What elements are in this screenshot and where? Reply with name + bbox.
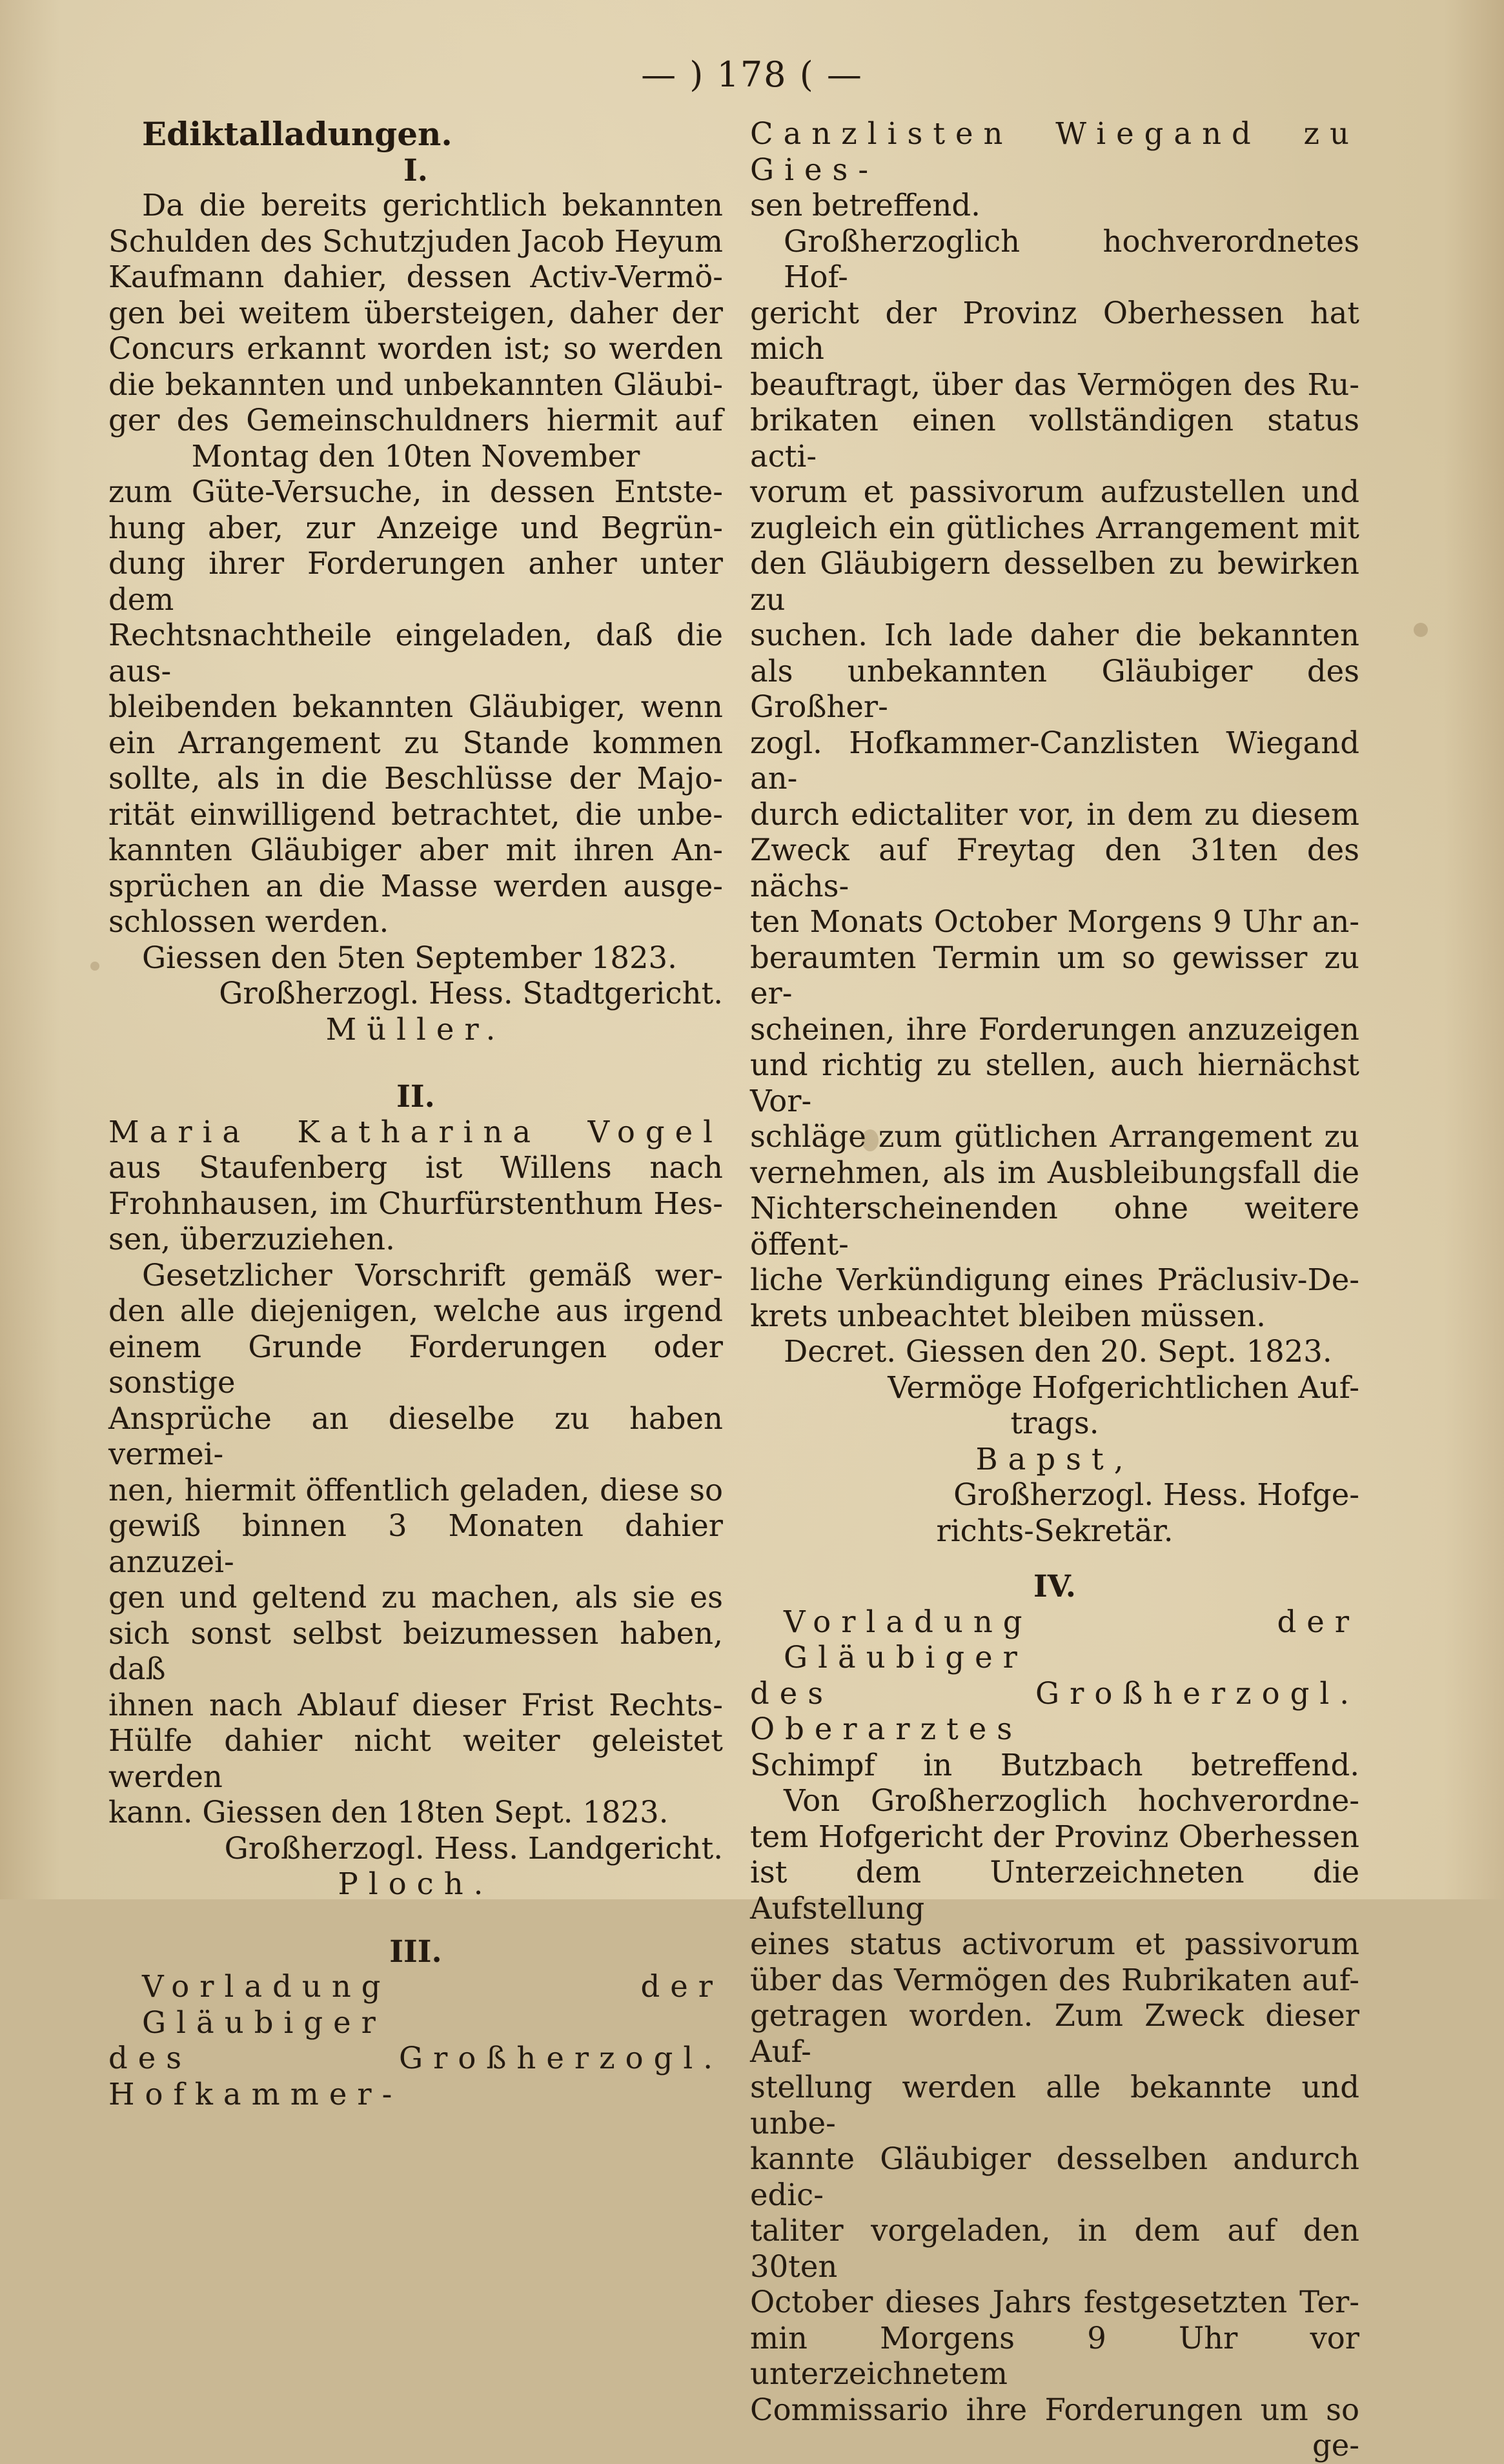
title-line: Frohnhausen, im Churfürstenthum Hes- [108,1186,723,1221]
title-line: aus Staufenberg ist Willens nach [108,1150,723,1185]
section-numeral-4: IV. [1033,1568,1076,1604]
paper-stain [90,962,99,971]
text-line: scheinen, ihre Forderungen anzuzeigen [750,1011,1359,1047]
text-line: gericht der Provinz Oberhessen hat mich [750,295,1359,366]
order-line: trags. [1010,1406,1099,1440]
text-line: kannte Gläubiger desselben andurch edic- [750,2141,1359,2212]
page-number: — ) 178 ( — [641,54,863,95]
text-line: Von Großherzoglich hochverordne- [784,1783,1359,1818]
text-line: zugleich ein gütliches Arrangement mit [750,510,1359,545]
signature: Ploch. [338,1866,494,1901]
text-line: und richtig zu stellen, auch hiernächst Vor- [750,1047,1359,1118]
dateline: Giessen den 5ten September 1823. [142,940,677,975]
text-line: schlossen werden. [108,904,389,939]
signature: Müller. [325,1011,506,1047]
text-line: durch edictaliter vor, in dem zu diesem [750,796,1359,832]
catchword: ge- [1312,2428,1359,2463]
title-line: des Großherzogl. Hofkammer- [108,2041,723,2112]
decree: Decret. Giessen den 20. Sept. 1823. [784,1334,1332,1369]
text-line: suchen. Ich lade daher die bekannten [750,618,1359,652]
text-line: Hülfe dahier nicht weiter geleistet werden [108,1723,723,1794]
text-line: Ansprüche an dieselbe zu haben vermei- [108,1400,723,1471]
text-line: Nichterscheinenden ohne weitere öffent- [750,1191,1359,1262]
text-line: rität einwilligend betrachtet, die unbe- [108,796,723,832]
title-line: Vorladung der Gläubiger [784,1604,1359,1675]
text-line: ten Monats October Morgens 9 Uhr an- [750,904,1359,939]
section-heading: Ediktalladungen. [142,115,452,153]
text-line: zum Güte-Versuche, in dessen Entste- [108,474,723,509]
text-line: ihnen nach Ablauf dieser Frist Rechts- [108,1687,723,1722]
authority: Großherzogl. Hess. Landgericht. [224,1830,723,1866]
text-line: schläge zum gütlichen Arrangement zu [750,1119,1359,1154]
text-line: sich sonst selbst beizumessen haben, daß [108,1615,723,1686]
text-line: dung ihrer Forderungen anher unter dem [108,546,723,617]
section-numeral-2: II. [396,1078,435,1114]
signature: Bapst, [975,1441,1134,1477]
text-line: einem Grunde Forderungen oder sonstige [108,1329,723,1400]
text-line: gen und geltend zu machen, als sie es [108,1580,723,1615]
text-line: gewiß binnen 3 Monaten dahier anzuzei- [108,1508,723,1579]
signature-title: richts-Sekretär. [936,1513,1174,1548]
text-line: getragen worden. Zum Zweck dieser Auf- [750,1998,1359,2069]
text-line: vorum et passivorum aufzustellen und [750,474,1359,509]
text-line: beraumten Termin um so gewisser zu er- [750,940,1359,1011]
text-line: den Gläubigern desselben zu bewirken zu [750,546,1359,617]
paper-stain [1414,623,1428,637]
text-line: ger des Gemeinschuldners hiermit auf [108,403,723,438]
title-line: Vorladung der Gläubiger [142,1969,723,2040]
text-line: October dieses Jahrs festgesetzten Ter- [750,2285,1359,2319]
signature-title: Großherzogl. Hess. Hofge- [953,1477,1359,1512]
text-line: taliter vorgeladen, in dem auf den 30ten [750,2213,1359,2284]
text-line: Da die bereits gerichtlich bekannten [142,188,723,223]
text-line: Commissario ihre Forderungen um so [750,2392,1359,2427]
authority: Großherzogl. Hess. Stadtgericht. [219,976,723,1011]
text-line: als unbekannten Gläubiger des Großher- [750,653,1359,724]
text-line: Zweck auf Freytag den 31ten des nächs- [750,833,1359,904]
text-line: vernehmen, als im Ausbleibungsfall die [750,1155,1359,1190]
text-line: min Morgens 9 Uhr vor unterzeichnetem [750,2320,1359,2391]
title-line: Maria Katharina Vogel [108,1114,723,1149]
title-line: des Großherzogl. Oberarztes [750,1675,1359,1746]
text-line: Schulden des Schutzjuden Jacob Heyum [108,223,723,259]
text-line: zogl. Hofkammer-Canzlisten Wiegand an- [750,725,1359,796]
text-line: hung aber, zur Anzeige und Begrün- [108,510,723,545]
text-line: nen, hiermit öffentlich geladen, diese so [108,1472,723,1508]
right-column [750,116,1359,2464]
text-line: brikaten einen vollständigen status acti- [750,403,1359,474]
text-line: Gesetzlicher Vorschrift gemäß wer- [142,1257,723,1293]
text-line: Großherzoglich hochverordnetes Hof- [784,223,1359,294]
section-numeral-1: I. [403,152,428,188]
text-line: stellung werden alle bekannte und unbe- [750,2070,1359,2141]
text-line: sprüchen an die Masse werden ausge- [108,868,723,904]
text-line: beauftragt, über das Vermögen des Ru- [750,367,1359,402]
text-line: ein Arrangement zu Stande kommen [108,725,723,760]
text-line: gen bei weitem übersteigen, daher der [108,295,723,330]
text-line: sollte, als in die Beschlüsse der Majo- [108,761,723,796]
text-line: liche Verkündigung eines Präclusiv-De- [750,1262,1359,1297]
text-line: Kaufmann dahier, dessen Activ-Vermö- [108,259,723,294]
text-line: bleibenden bekannten Gläubiger, wenn [108,689,723,724]
text-line: kann. Giessen den 18ten Sept. 1823. [108,1795,669,1830]
text-line: ist dem Unterzeichneten die Aufstellung [750,1855,1359,1926]
text-line: Concurs erkannt worden ist; so werden [108,331,723,366]
title-line: sen, überzuziehen. [108,1222,395,1257]
text-line: tem Hofgericht der Provinz Oberhessen [750,1819,1359,1854]
text-line: kannten Gläubiger aber mit ihren An- [108,833,723,867]
text-line: über das Vermögen des Rubrikaten auf- [750,1962,1359,1997]
section-numeral-3: III. [389,1933,442,1969]
text-line: krets unbeachtet bleiben müssen. [750,1298,1266,1333]
left-column [108,116,723,2112]
text-line: den alle diejenigen, welche aus irgend [108,1293,723,1328]
title-line: Canzlisten Wiegand zu Gies- [750,116,1359,187]
text-line: Montag den 10ten November [191,438,640,474]
text-line: Rechtsnachtheile eingeladen, daß die aus- [108,618,723,689]
order-line: Vermöge Hofgerichtlichen Auf- [888,1369,1359,1405]
title-line: sen betreffend. [750,188,981,223]
title-line: Schimpf in Butzbach betreffend. [750,1747,1359,1782]
text-line: eines status activorum et passivorum [750,1926,1359,1961]
text-line: die bekannten und unbekannten Gläubi- [108,367,723,402]
